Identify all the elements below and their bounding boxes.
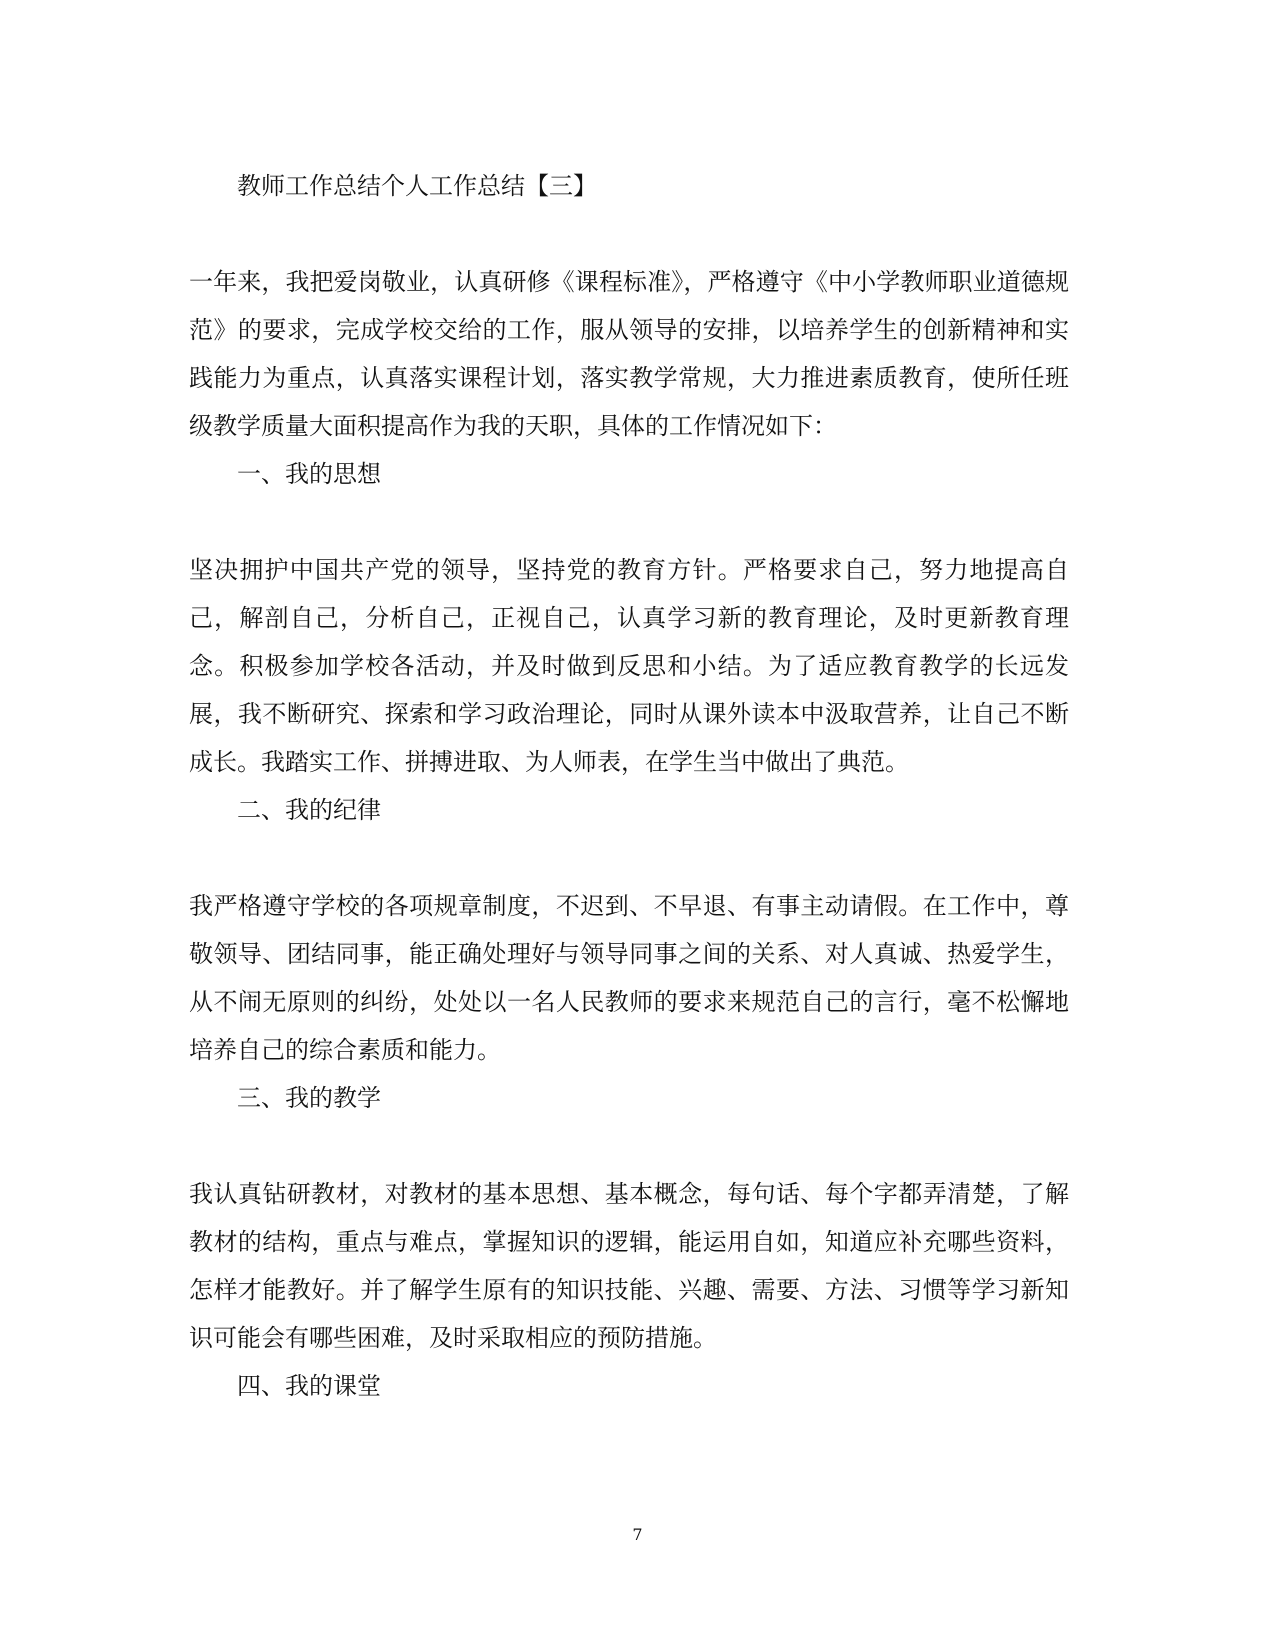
spacer: [189, 210, 1069, 258]
intro-paragraph: 一年来，我把爱岗敬业，认真研修《课程标准》，严格遵守《中小学教师职业道德规范》的要求，完成学校交给的工作，服从领导的安排，以培养学生的创新精神和实践能力为重点，认真落实课程计划，落实教学常规，大力推进素质教育，使所任班级教学质量大面积提高作为我的天职，具体的工作情况如下：: [189, 268, 1069, 440]
spacer: [189, 1122, 1069, 1170]
document-body: [189, 162, 1069, 1410]
section-heading-discipline: 二、我的纪律: [237, 796, 381, 824]
spacer: [189, 834, 1069, 882]
document-title: 教师工作总结个人工作总结【三】: [237, 172, 597, 200]
section-heading-classroom: 四、我的课堂: [237, 1372, 381, 1400]
section-heading-teaching: 三、我的教学: [237, 1084, 381, 1112]
section-heading-thoughts: 一、我的思想: [237, 460, 381, 488]
section-body-teaching: 我认真钻研教材，对教材的基本思想、基本概念，每句话、每个字都弄清楚，了解教材的结构，重点与难点，掌握知识的逻辑，能运用自如，知道应补充哪些资料，怎样才能教好。并了解学生原有的知识技能、兴趣、需要、方法、习惯等学习新知识可能会有哪些困难，及时采取相应的预防措施。: [189, 1180, 1069, 1352]
page-number: 7: [632, 1525, 643, 1544]
section-body-discipline: 我严格遵守学校的各项规章制度，不迟到、不早退、有事主动请假。在工作中，尊敬领导、团结同事，能正确处理好与领导同事之间的关系、对人真诚、热爱学生，从不闹无原则的纠纷，处处以一名人民教师的要求来规范自己的言行，毫不松懈地培养自己的综合素质和能力。: [189, 892, 1069, 1064]
spacer: [189, 498, 1069, 546]
section-body-thoughts: 坚决拥护中国共产党的领导，坚持党的教育方针。严格要求自己，努力地提高自己，解剖自己，分析自己，正视自己，认真学习新的教育理论，及时更新教育理念。积极参加学校各活动，并及时做到反思和小结。为了适应教育教学的长远发展，我不断研究、探索和学习政治理论，同时从课外读本中汲取营养，让自己不断成长。我踏实工作、拼搏进取、为人师表，在学生当中做出了典范。: [189, 556, 1069, 776]
